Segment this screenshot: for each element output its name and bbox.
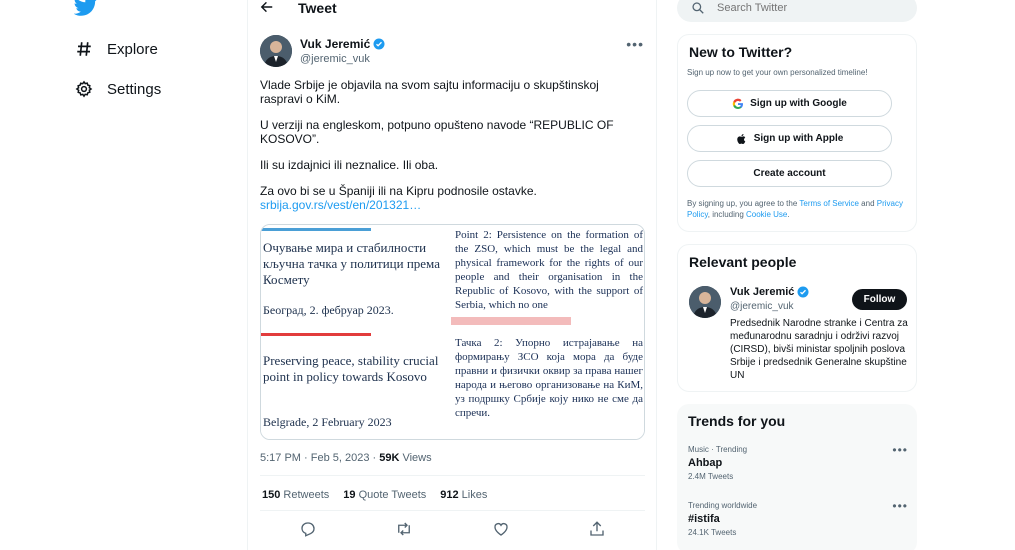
twitter-logo-icon[interactable] — [74, 0, 98, 18]
back-arrow-icon[interactable] — [260, 0, 274, 14]
apple-signup-button[interactable] — [687, 125, 892, 152]
legal-prefix: By signing up, you agree to the — [687, 199, 800, 208]
tweet-link[interactable]: srbija.gov.rs/vest/en/201321… — [260, 198, 422, 212]
tweet-paragraph: Ili su izdajnici ili neznalice. Ili oba. — [260, 158, 439, 172]
media-highlight — [451, 317, 571, 325]
relevant-people-card — [677, 244, 917, 392]
trend-name: #istifa — [688, 513, 720, 525]
cookie-link[interactable]: Cookie Use — [746, 210, 788, 219]
media-divider — [261, 333, 371, 336]
legal-including: , including — [707, 210, 746, 219]
tweet-column — [247, 0, 657, 550]
author-name-row[interactable] — [300, 37, 385, 51]
apple-logo-icon — [736, 133, 748, 145]
tweet-header — [248, 0, 656, 18]
verified-badge-icon — [373, 38, 385, 50]
likes-count: 912 — [440, 489, 459, 501]
media-left-panel — [261, 225, 451, 440]
retweets-label: Retweets — [280, 489, 330, 501]
verified-badge-icon — [797, 286, 809, 298]
nav-settings-label: Settings — [107, 80, 162, 98]
author-name[interactable]: Vuk Jeremić — [300, 37, 371, 51]
tweet-stats — [262, 489, 501, 501]
trends-title: Trends for you — [688, 413, 786, 429]
quotes-count: 19 — [343, 489, 356, 501]
media-right-panel — [451, 225, 645, 440]
media-english-headline: Preserving peace, stability crucial point in policy towards Kosovo — [263, 353, 439, 384]
trend-name: Ahbap — [688, 457, 723, 469]
legal-and: and — [858, 199, 877, 208]
tweet-text — [260, 78, 640, 212]
hashtag-icon — [74, 39, 94, 59]
media-english-point: Point 2: Persistence on the formation of the ZSO, which must be the legal and physical framework for the rights of our people and their organisation in the Republic of Kosovo, with the support of Serbia, which no one — [455, 229, 643, 311]
media-accent-bar — [261, 228, 371, 231]
signup-subtitle: Sign up now to get your own personalized timeline! — [687, 68, 868, 77]
reply-icon[interactable] — [299, 520, 317, 538]
follow-button[interactable]: Follow — [852, 289, 907, 310]
quotes-stat[interactable] — [343, 489, 426, 501]
search-input[interactable] — [717, 2, 897, 14]
like-heart-icon[interactable] — [492, 520, 510, 538]
media-english-date: Belgrade, 2 February 2023 — [263, 415, 392, 429]
relevant-bio: Predsednik Narodne stranke i Centra za međunarodnu saradnju i održivi razvoj (CIRSD), bivši ministar spoljnih poslova Srbije i predsednik Generalne skupštine UN — [730, 318, 908, 381]
divider — [260, 510, 645, 511]
author-handle[interactable]: @jeremic_vuk — [300, 53, 370, 65]
signup-card — [677, 34, 917, 232]
divider — [260, 475, 645, 476]
privacy-link[interactable]: Privacy Policy — [687, 199, 903, 219]
likes-label: Likes — [458, 489, 488, 501]
tweet-paragraph: U verziji na engleskom, potpuno opušteno navode “REPUBLIC OF KOSOVO”. — [260, 118, 614, 146]
media-serbian-date: Београд, 2. фебруар 2023. — [263, 303, 394, 317]
share-icon[interactable] — [588, 520, 606, 538]
media-serbian-point: Тачка 2: Упорно истрајавање на формирању ЗСО која мора да буде правни и физички оквир за права нашег народа и његово организовање на КиМ, уз подршку Србије коју нико не сме да спречи. — [455, 337, 643, 419]
relevant-handle[interactable]: @jeremic_vuk — [730, 301, 794, 312]
relevant-people-title: Relevant people — [689, 254, 797, 270]
relevant-name[interactable]: Vuk Jeremić — [730, 286, 795, 298]
tweet-actions — [248, 520, 658, 540]
tweet-paragraph: Za ovo bi se u Španiji ili na Kipru podnosile ostavke. — [260, 184, 537, 198]
trend-item[interactable] — [688, 445, 908, 481]
nav-explore-label: Explore — [107, 40, 158, 58]
relevant-avatar[interactable] — [689, 286, 721, 318]
google-logo-icon — [732, 98, 744, 110]
author-avatar[interactable] — [260, 35, 292, 67]
gear-icon — [74, 79, 94, 99]
apple-signup-label: Sign up with Apple — [753, 133, 844, 144]
page-title: Tweet — [298, 0, 337, 16]
trend-count: 24.1K Tweets — [688, 528, 737, 537]
signup-legal-text — [687, 198, 909, 220]
media-serbian-headline: Очување мира и стабилности кључна тачка у политици према Космету — [263, 240, 440, 287]
more-options-icon[interactable]: ••• — [892, 499, 908, 513]
google-signup-label: Sign up with Google — [750, 98, 847, 109]
terms-link[interactable]: Terms of Service — [799, 199, 859, 208]
nav-explore[interactable] — [74, 34, 158, 64]
trend-context: Trending worldwide — [688, 501, 758, 510]
more-options-icon[interactable]: ••• — [626, 36, 644, 52]
legal-period: . — [787, 210, 790, 219]
likes-stat[interactable] — [440, 489, 487, 501]
author-info — [300, 37, 385, 65]
retweets-count: 150 — [262, 489, 281, 501]
nav-settings[interactable] — [74, 74, 161, 104]
tweet-paragraph: Vlade Srbije je objavila na svom sajtu informaciju o skupštinskoj raspravi o KiM. — [260, 78, 599, 106]
retweet-icon[interactable] — [395, 520, 413, 538]
google-signup-button[interactable] — [687, 90, 892, 117]
search-bar[interactable] — [677, 0, 917, 22]
views-count: 59K — [379, 452, 400, 464]
create-account-button[interactable] — [687, 160, 892, 187]
relevant-name-row[interactable] — [730, 286, 809, 298]
search-icon — [691, 1, 705, 15]
more-options-icon[interactable]: ••• — [892, 443, 908, 457]
create-account-label: Create account — [753, 168, 826, 179]
trends-card — [677, 404, 917, 550]
retweets-stat[interactable] — [262, 489, 329, 501]
signup-title: New to Twitter? — [689, 44, 793, 60]
quotes-label: Quote Tweets — [355, 489, 427, 501]
tweet-time[interactable]: 5:17 PM · Feb 5, 2023 · — [260, 452, 380, 464]
trend-item[interactable] — [688, 501, 908, 537]
trend-count: 2.4M Tweets — [688, 472, 734, 481]
trend-context: Music · Trending — [688, 445, 748, 454]
views-label: Views — [399, 452, 432, 464]
tweet-media-image[interactable] — [260, 224, 645, 440]
left-navigation — [0, 0, 248, 550]
tweet-timestamp — [260, 452, 432, 464]
